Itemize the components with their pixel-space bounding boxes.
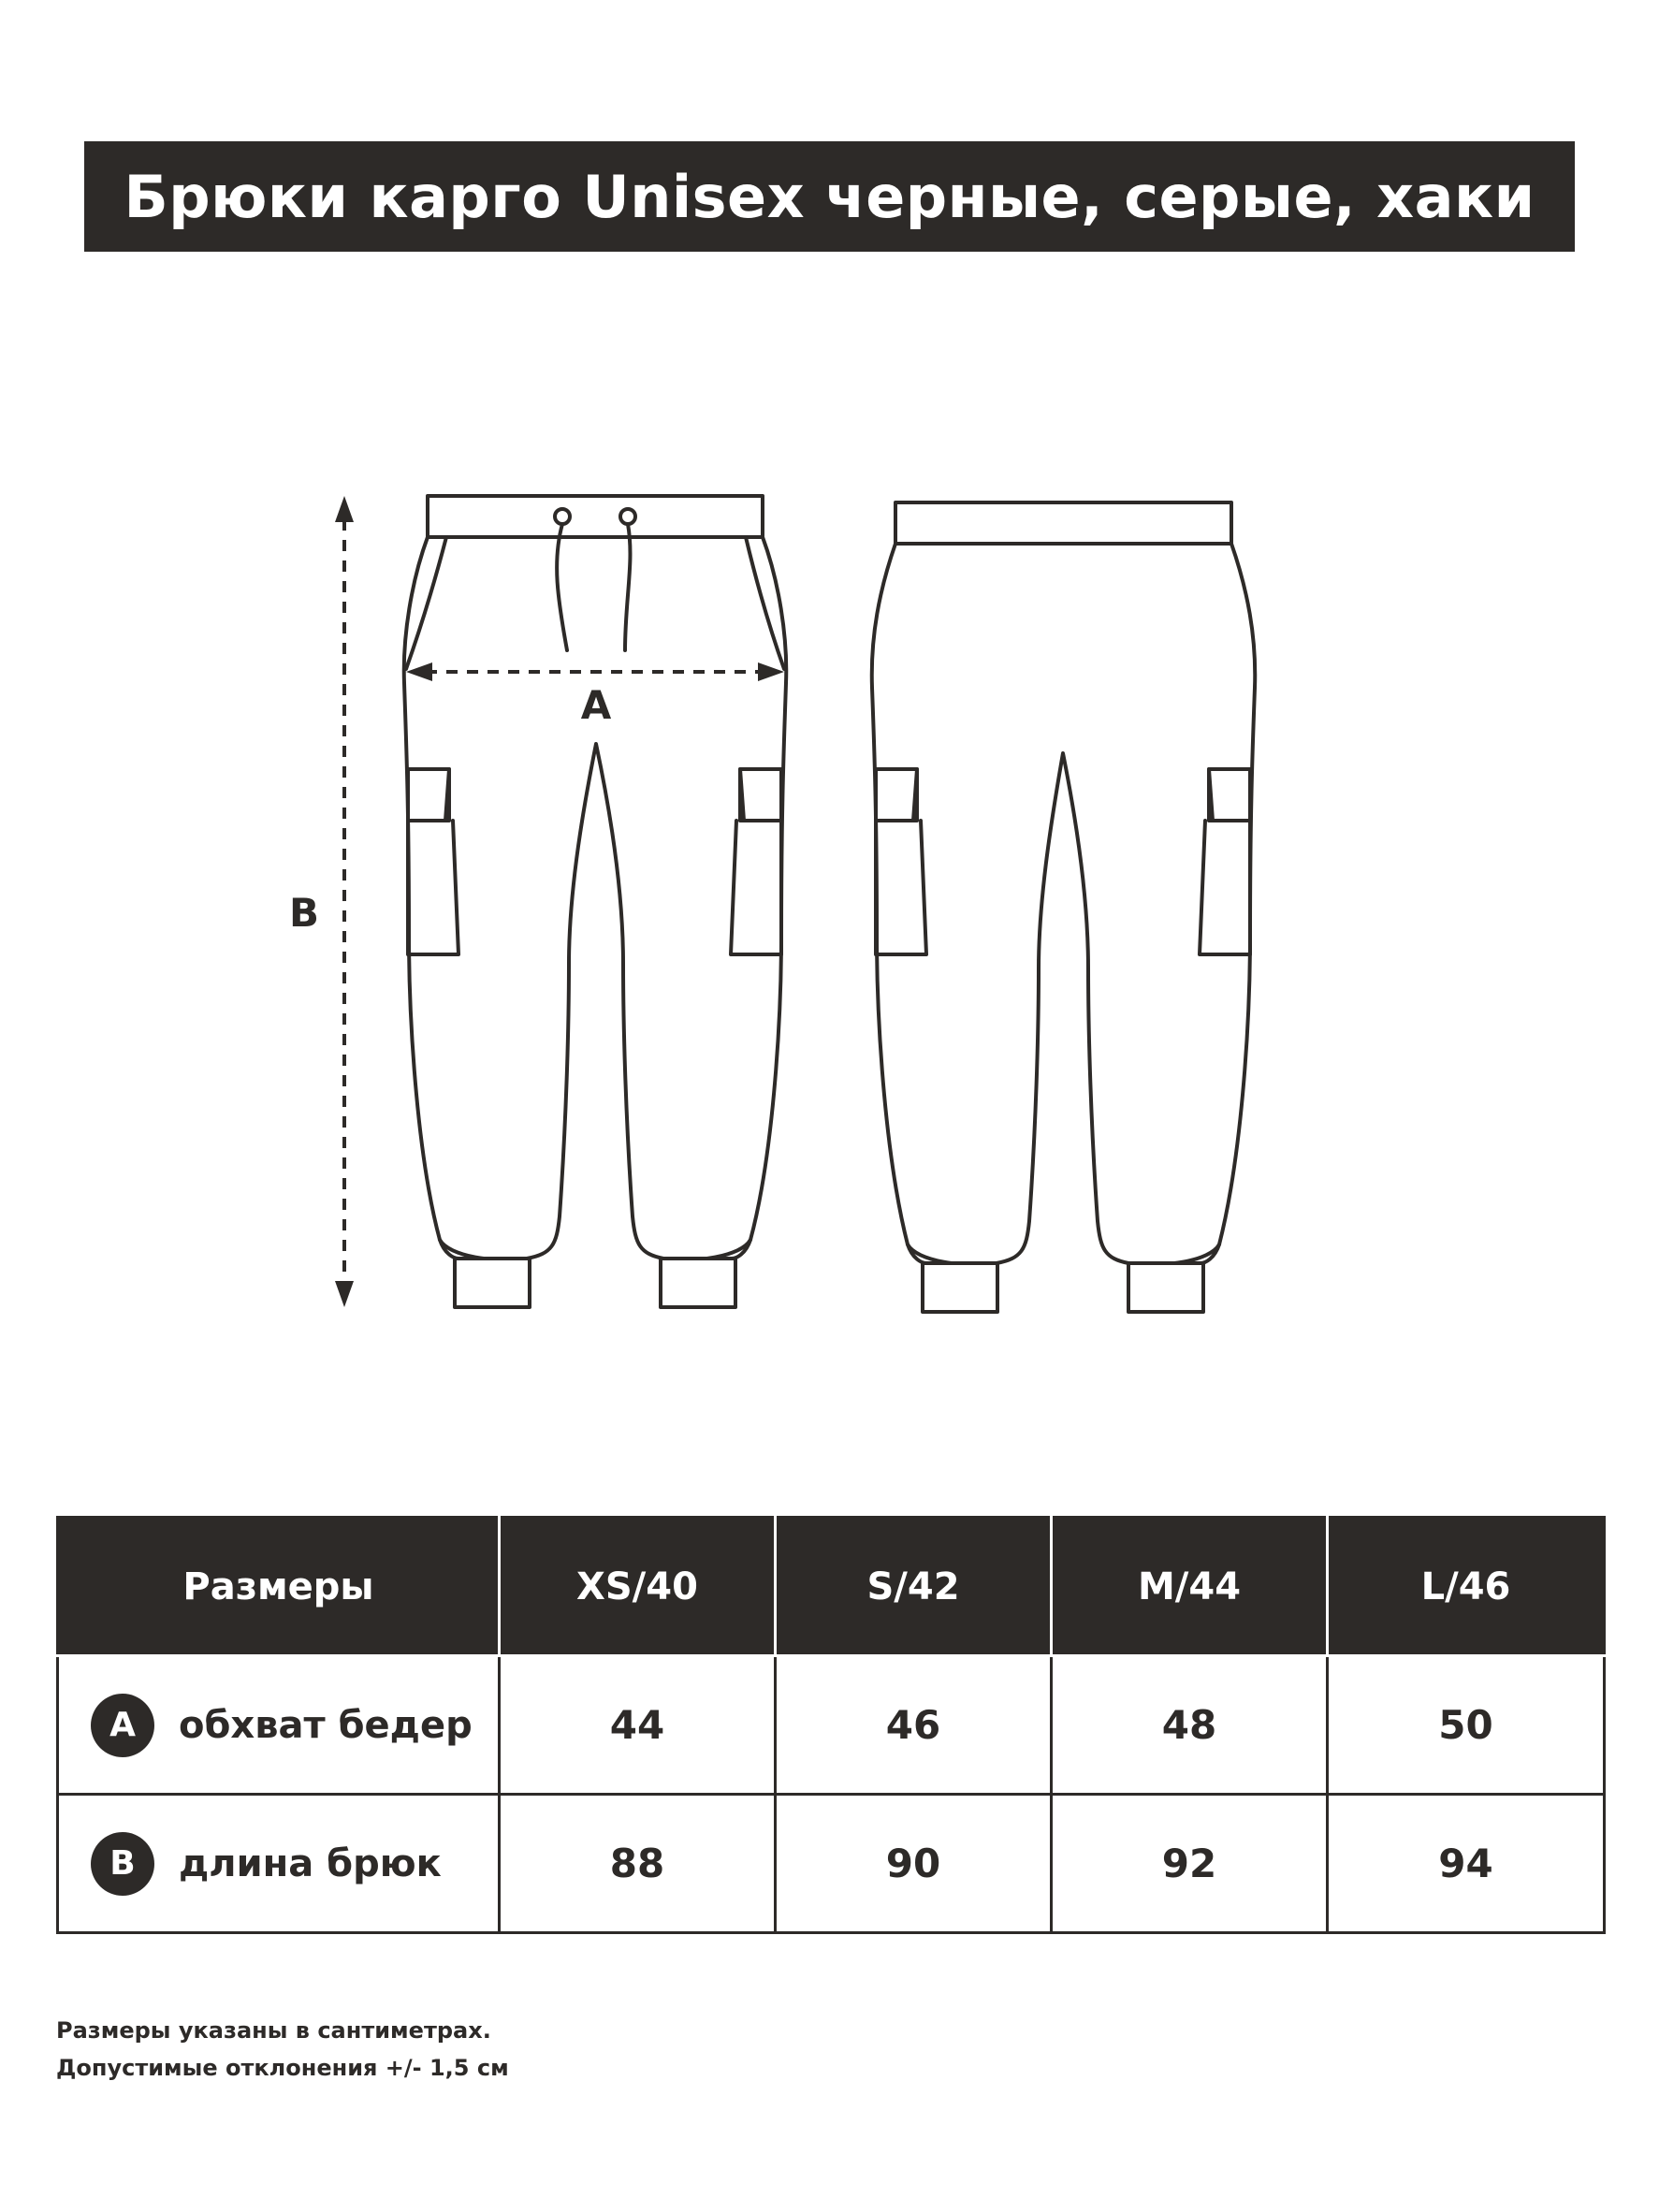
- marker-badge: A: [91, 1694, 154, 1757]
- param-label: обхват бедер: [179, 1703, 473, 1747]
- marker-badge: B: [91, 1832, 154, 1896]
- header-size-s: S/42: [776, 1518, 1052, 1656]
- back-pants-drawing: [872, 502, 1256, 1312]
- table-row: [58, 1656, 1605, 1795]
- size-table: [56, 1516, 1606, 1934]
- param-label: длина брюк: [179, 1841, 442, 1885]
- table-cell: 94: [1328, 1795, 1605, 1933]
- table-cell: 48: [1052, 1656, 1328, 1795]
- table-cell: 92: [1052, 1795, 1328, 1933]
- label-a: A: [580, 682, 612, 728]
- measure-a-arrow: [406, 662, 784, 681]
- row-label-cell: [58, 1656, 500, 1795]
- header-size-xs: XS/40: [500, 1518, 776, 1656]
- table-cell: 90: [776, 1795, 1052, 1933]
- page-title: Брюки карго Unisex черные, серые, хаки: [124, 162, 1535, 231]
- footnote-units: Размеры указаны в сантиметрах.: [56, 2017, 491, 2044]
- header-sizes-label: Размеры: [58, 1518, 500, 1656]
- footnote-tolerance: Допустимые отклонения +/- 1,5 см: [56, 2055, 509, 2081]
- header-size-m: M/44: [1052, 1518, 1328, 1656]
- table-header-row: [58, 1518, 1605, 1656]
- table-cell: 44: [500, 1656, 776, 1795]
- row-label-cell: [58, 1795, 500, 1933]
- table-cell: 50: [1328, 1656, 1605, 1795]
- front-pants-drawing: [404, 496, 787, 1307]
- table-row: [58, 1795, 1605, 1933]
- label-b: B: [288, 890, 320, 936]
- measure-b-arrow: [335, 496, 354, 1307]
- table-cell: 88: [500, 1795, 776, 1933]
- footnotes: [56, 2012, 509, 2087]
- header-size-l: L/46: [1328, 1518, 1605, 1656]
- table-cell: 46: [776, 1656, 1052, 1795]
